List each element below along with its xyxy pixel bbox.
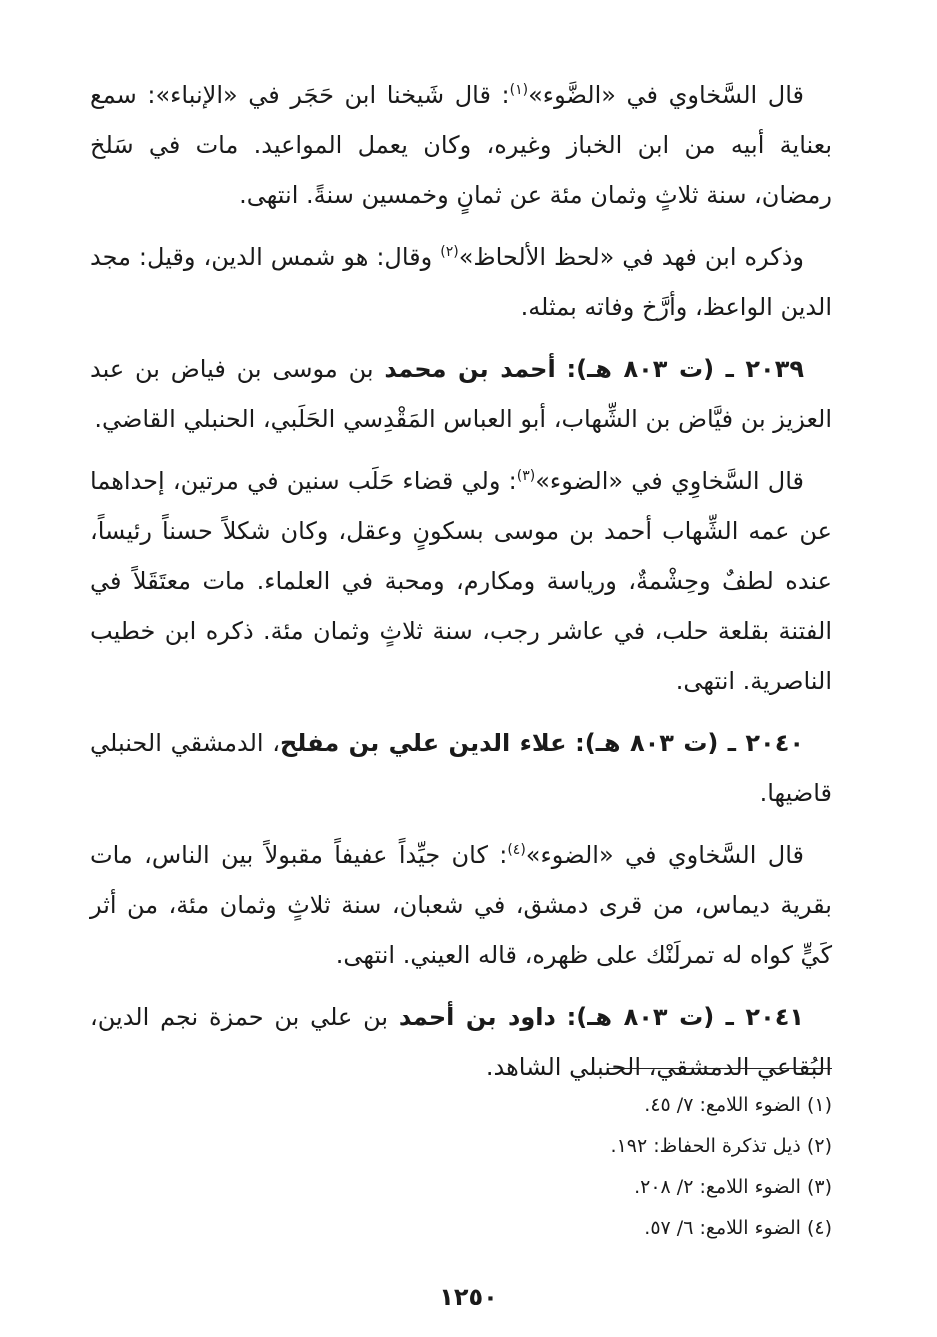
paragraph-text: : قال شَيخنا ابن حَجَر في «الإنباء»: سمع بعناية أبيه من ابن الخباز وغيره، وكان يعمل المواعيد. مات في سَلخ رمضان، سنة ثلاثٍ وثمان مئة عن ثمانٍ وخمسين سنةً. انتهى. (90, 81, 832, 209)
paragraph-6 (90, 830, 832, 980)
paragraph-text: : كان جيِّداً عفيفاً مقبولاً بين الناس، مات بقرية ديماس، من قرى دمشق، في شعبان، سنة ثلاثٍ وثمان مئة، من أثر كَيٍّ كواه له تمرلَنْك على ظهره، قاله العيني. انتهى. (90, 841, 832, 969)
footnote-2: (٢) ذيل تذكرة الحفاظ: ١٩٢. (610, 1135, 832, 1157)
entry-2041 (90, 992, 832, 1092)
footnote-reference[interactable]: (٤) (507, 842, 526, 858)
footnote-1: (١) الضوء اللامع: ٧/ ٤٥. (644, 1094, 832, 1116)
entry-number: ٢٠٤١ ـ (ت ٨٠٣ هـ): (566, 1003, 805, 1031)
footnote-divider (607, 1068, 832, 1069)
entry-text: بن علي بن حمزة نجم الدين، البُقاعي الدمشقي، الحنبلي الشاهد. (90, 1003, 832, 1081)
footnote-reference[interactable]: (٢) (440, 244, 459, 260)
footnote-3: (٣) الضوء اللامع: ٢/ ٢٠٨. (634, 1176, 832, 1198)
page-number: ١٢٥٠ (439, 1283, 498, 1311)
entry-name: علاء الدين علي بن مفلح (279, 729, 567, 757)
paragraph-1 (90, 70, 832, 220)
footnote-4: (٤) الضوء اللامع: ٦/ ٥٧. (644, 1217, 832, 1239)
paragraph-text: قال السَّخاوي في «الضَّوء» (528, 81, 805, 109)
paragraph-text: قال السَّخاوي في «الضوء» (525, 841, 804, 869)
paragraph-text: : ولي قضاء حَلَب سنين في مرتين، إحداهما عن عمه الشِّهاب أحمد بن موسى بسكونٍ وعقل، وكان شكلاً حسناً رئيساً، عنده لطفٌ وحِشْمةٌ، ورياسة ومكارم، ومحبة في العلماء. مات معتَقَلاً في الفتنة بقلعة حلب، في عاشر رجب، سنة ثلاثٍ وثمان مئة. ذكره ابن خطيب الناصرية. انتهى. (90, 467, 832, 695)
footnote-reference[interactable]: (١) (509, 82, 529, 98)
entry-text: ، الدمشقي الحنبلي قاضيها. (90, 729, 832, 807)
entry-name: داود بن أحمد (398, 1003, 556, 1031)
entry-2039 (90, 344, 832, 444)
paragraph-text: وذكره ابن فهد في «لحظ الألحاظ» (458, 243, 804, 271)
paragraph-text: وقال: هو شمس الدين، وقيل: مجد الدين الواعظ، وأرَّخ وفاته بمثله. (90, 243, 832, 321)
entry-number: ٢٠٣٩ ـ (ت ٨٠٣ هـ): (566, 355, 804, 383)
footnotes (332, 1085, 832, 1249)
paragraph-2 (90, 232, 832, 332)
entry-text: بن موسى بن فياض بن عبد العزيز بن فيَّاض بن الشِّهاب، أبو العباس المَقْدِسي الحَلَبي، الحنبلي القاضي. (90, 355, 832, 433)
paragraph-4 (90, 456, 832, 706)
entry-number: ٢٠٤٠ ـ (ت ٨٠٣ هـ): (575, 729, 804, 757)
entry-2040 (90, 718, 832, 818)
paragraph-text: قال السَّخاوِي في «الضوء» (535, 467, 804, 495)
entry-name: أحمد بن محمد (384, 355, 556, 383)
footnote-reference[interactable]: (٣) (516, 468, 536, 484)
